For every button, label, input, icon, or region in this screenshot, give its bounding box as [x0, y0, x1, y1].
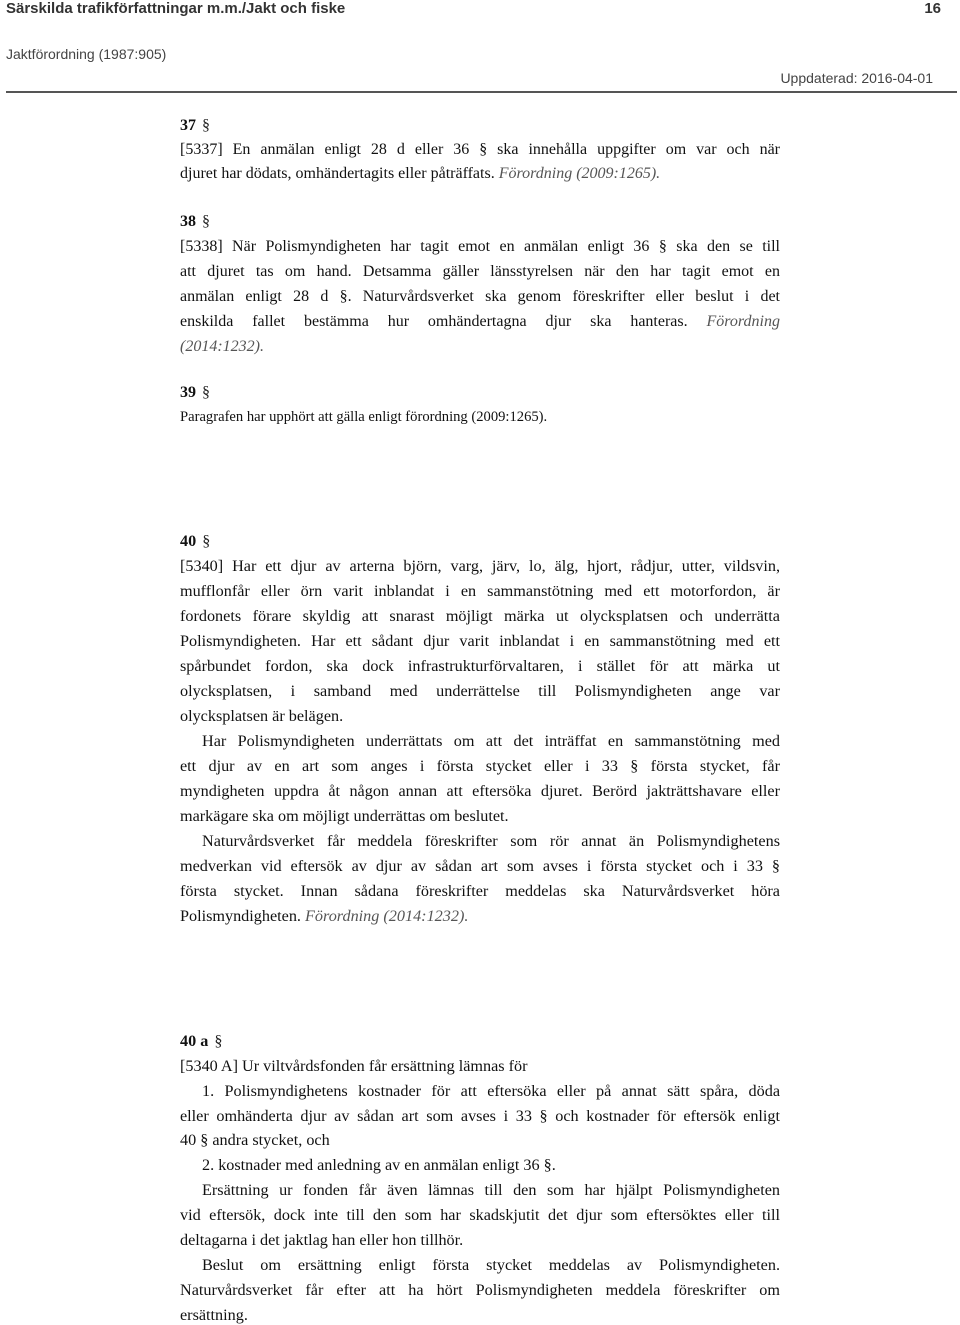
ordinance-reference: Förordning (2009:1265). [498, 165, 661, 182]
section-40-line: Har Polismyndigheten underrättats om att det inträffat en sammanstötning med [202, 732, 780, 750]
section-40-line: första stycket. Innan sådana föreskrifter meddelas ska Naturvårdsverket höra [180, 882, 780, 900]
document-title: Särskilda trafikförfattningar m.m./Jakt och fiske [6, 0, 346, 17]
section-38-line: anmälan enligt 28 d §. Naturvårdsverket ska genom föreskrifter eller beslut i det [180, 288, 780, 305]
paragraph-sign: § [202, 117, 210, 134]
section-40a-line: 2. kostnader med anledning av en anmälan enligt 36 §. [202, 1156, 556, 1174]
section-39-heading [180, 383, 780, 403]
section-number: 40 [180, 532, 197, 550]
section-40a-heading [180, 1031, 780, 1051]
text-run: Polismyndigheten. [180, 907, 301, 925]
section-40-line: medverkan vid eftersök av djur av sådan art som avses i första stycket och i 33 § [180, 857, 780, 875]
header-divider [6, 91, 957, 93]
section-40-line: ett djur av en art som anges i första stycket eller i 33 § första stycket, får [180, 757, 780, 775]
section-number: 38 [180, 213, 196, 230]
section-40a-line: 1. Polismyndighetens kostnader för att eftersöka eller på annat sätt spåra, döda [202, 1082, 780, 1100]
updated-date: Uppdaterad: 2016-04-01 [780, 70, 933, 86]
section-40a-line: [5340 A] Ur viltvårdsfonden får ersättning lämnas för [180, 1057, 528, 1075]
section-40-line: olycksplatsen är belägen. [180, 707, 344, 725]
section-40a-line: deltagarna i det jaktlag han eller hon tillhör. [180, 1231, 464, 1249]
page-number: 16 [924, 0, 941, 17]
section-40a-line: vid eftersök, dock inte till den som har skadskjutit det djur som eftersöktes eller till [180, 1206, 780, 1224]
section-40-line: myndigheten uppdra åt någon annan att eftersöka djuret. Berörd jakträttshavare eller [180, 782, 780, 800]
page-header [0, 0, 960, 86]
section-40-line: mufflonfår eller örn varit inblandat i en sammanstötning med ett motorfordon, är [180, 582, 780, 600]
section-number: 39 [180, 384, 196, 401]
section-38-line: [5338] När Polismyndigheten har tagit emot en anmälan enligt 36 § ska den se till [180, 238, 780, 255]
section-40-line: [5340] Har ett djur av arterna björn, varg, järv, lo, älg, hjort, rådjur, utter, vildsvin, [180, 557, 780, 575]
section-37-heading [180, 116, 780, 136]
section-number: 37 [180, 117, 196, 134]
section-40a-line: Beslut om ersättning enligt första stycket meddelas av Polismyndigheten. [202, 1256, 780, 1274]
section-40-line: markägare ska om möjligt underrättas om beslutet. [180, 807, 509, 825]
paragraph-sign: § [202, 384, 210, 401]
section-38-line [180, 312, 780, 332]
section-40-line [180, 906, 780, 926]
section-40-heading [180, 531, 780, 551]
section-number: 40 a [180, 1032, 209, 1050]
section-40-line: fordonets förare skyldig att snarast möjligt märka ut olycksplatsen och underrätta [180, 607, 780, 625]
section-39-text: Paragrafen har upphört att gälla enligt förordning (2009:1265). [180, 409, 548, 425]
section-40a-line: 40 § andra stycket, och [180, 1131, 330, 1149]
section-40-line: olycksplatsen, i samband med underrättelse till Polismyndigheten ange var [180, 682, 780, 700]
section-40a-line: eller omhänderta djur av sådan art som avses i 33 § och kostnader för eftersök enligt [180, 1107, 780, 1125]
section-40-line: Polismyndigheten. Har ett sådant djur varit inblandat i en sammanstötning med ett [180, 632, 780, 650]
section-40a-line: Naturvårdsverket får efter att ha hört Polismyndigheten meddela föreskrifter om [180, 1281, 780, 1299]
section-37-line [180, 164, 780, 184]
ordinance-reference: Förordning [706, 313, 780, 330]
text-run: enskilda fallet bestämma hur omhändertagna djur ska hanteras. [180, 313, 688, 330]
section-38-heading [180, 212, 780, 232]
section-40-line: spårbundet fordon, ska dock infrastrukturförvaltaren, i stället för att märka ut [180, 657, 780, 675]
paragraph-sign: § [214, 1032, 223, 1050]
paragraph-sign: § [202, 213, 210, 230]
paragraph-sign: § [202, 532, 211, 550]
section-40a-line: Ersättning ur fonden får även lämnas till den som har hjälpt Polismyndigheten [202, 1181, 780, 1199]
ordinance-reference: (2014:1232). [180, 338, 264, 355]
text-run: djuret har dödats, omhändertagits eller påträffats. [180, 165, 495, 182]
ordinance-reference: Förordning (2014:1232). [305, 907, 469, 925]
section-40a-line: ersättning. [180, 1306, 248, 1324]
section-37-line: [5337] En anmälan enligt 28 d eller 36 § ska innehålla uppgifter om var och när [180, 141, 780, 158]
statute-title: Jaktförordning (1987:905) [6, 46, 167, 62]
section-40-line: Naturvårdsverket får meddela föreskrifter som rör annat än Polismyndighetens [202, 832, 780, 850]
section-38-line: att djuret tas om hand. Detsamma gäller länsstyrelsen när den har tagit emot en [180, 263, 780, 280]
